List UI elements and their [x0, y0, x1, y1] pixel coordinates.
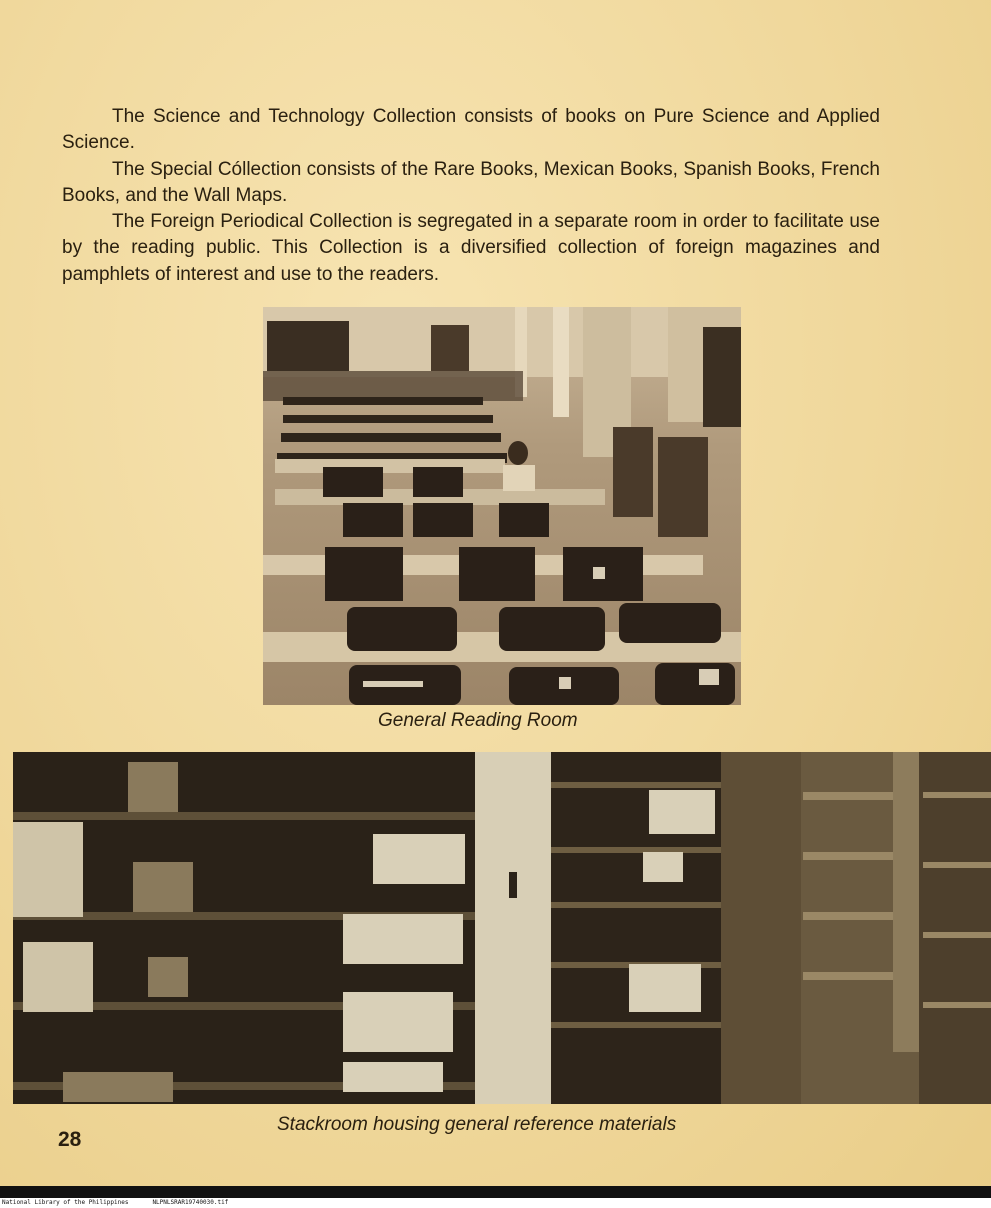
body-text: [62, 104, 880, 288]
stackroom-photo: [13, 752, 991, 1104]
scan-footer-text: [2, 1199, 252, 1206]
scan-edge-band: [0, 1186, 991, 1198]
footer-source: National Library of the Philippines: [2, 1199, 129, 1206]
paragraph-special-collection: The Special Cóllection consists of the Rare Books, Mexican Books, Spanish Books, French Books, and the Wall Maps.: [62, 158, 880, 206]
reading-room-photo: [263, 307, 741, 705]
footer-file: NLPNLSRAR19740030.tif: [152, 1199, 229, 1206]
page-number: 28: [58, 1128, 82, 1151]
stackroom-caption: Stackroom housing general reference materials: [277, 1114, 677, 1135]
reading-room-caption: General Reading Room: [378, 710, 578, 731]
paragraph-science-technology: The Science and Technology Collection consists of books on Pure Science and Applied Science.: [62, 106, 880, 154]
paragraph-foreign-periodical: The Foreign Periodical Collection is segregated in a separate room in order to facilitate use by the reading public. This Collection is a diversified collection of foreign magazines and pamphlets of interest and use to the readers.: [62, 211, 880, 285]
